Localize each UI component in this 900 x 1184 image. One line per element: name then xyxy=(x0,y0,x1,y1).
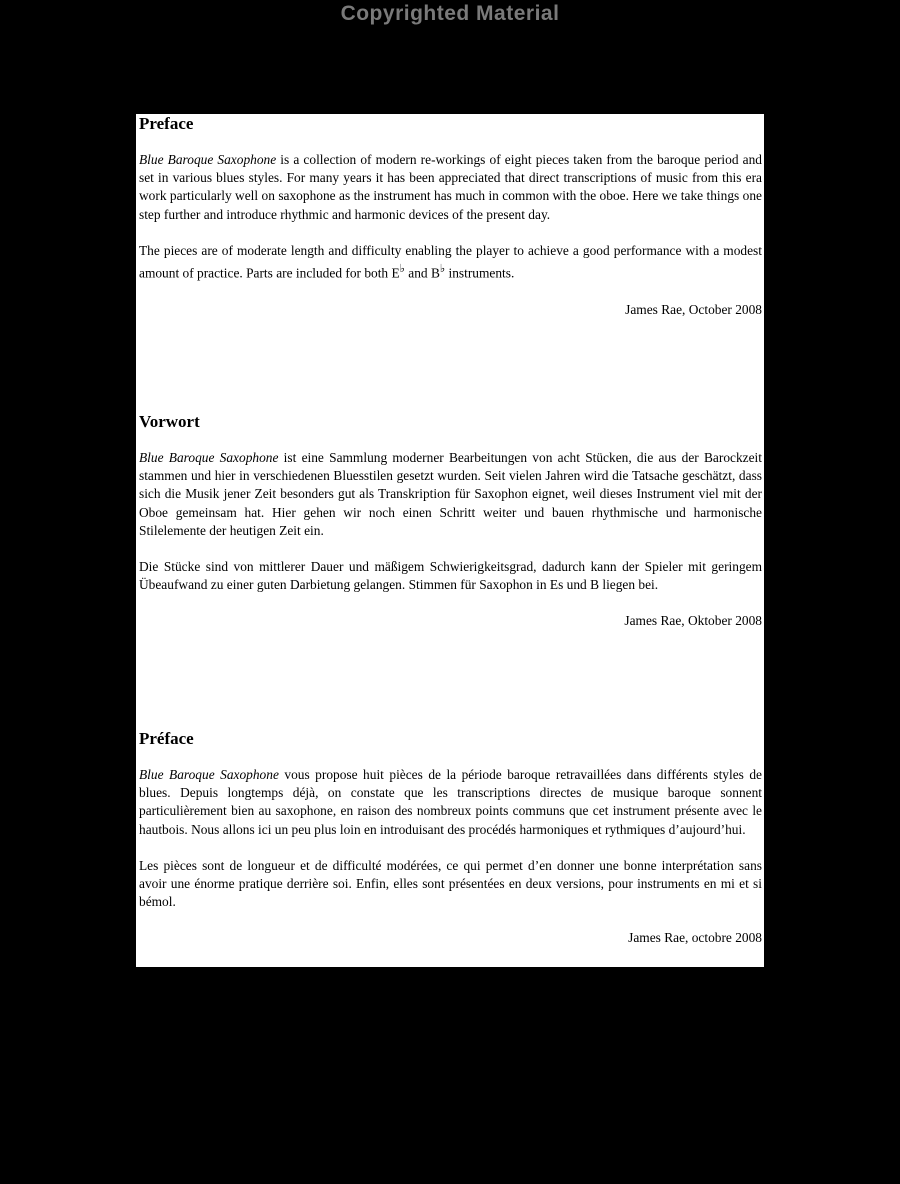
german-book-title: Blue Baroque Saxophone xyxy=(139,450,279,465)
english-book-title: Blue Baroque Saxophone xyxy=(139,152,277,167)
english-paragraph-2-text-b: and B xyxy=(404,265,440,281)
french-paragraph-1-text: vous propose huit pièces de la période baroque retravaillées dans différents styles de blues. Depuis longtemps déjà, on constate que les transcriptions directes de musique baroque sonnent particulièrement bien au saxophone, en raison des nombreux points communs que cet instrument présente avec le hautbois. Nous allons ici un peu plus loin en introduisant des procédés harmoniques et rythmiques d’aujourd’hui. xyxy=(139,767,762,837)
french-paragraph-1 xyxy=(139,766,762,839)
german-paragraph-1-text: ist eine Sammlung moderner Bearbeitungen von acht Stücken, die aus der Barockzeit stammen und hier in verschiedenen Bluesstilen gesetzt wurden. Seit vielen Jahren wird die Tatsache geschätzt, dass sich die Musik jener Zeit besonders gut als Transkription für Saxophon eignet, weil dieses Instrument viel mit der Oboe gemeinsam hat. Hier gehen wir noch einen Schritt weiter und bauen rhythmische und harmonische Stilelemente der heutigen Zeit ein. xyxy=(139,450,762,538)
english-heading: Preface xyxy=(139,114,194,133)
french-paragraph-2: Les pièces sont de longueur et de difficulté modérées, ce qui permet d’en donner une bonne interprétation sans avoir une énorme pratique derrière soi. Enfin, elles sont présentées en deux versions, pour instruments en mi et si bémol. xyxy=(139,857,762,910)
german-signature: James Rae, Oktober 2008 xyxy=(624,613,762,629)
english-paragraph-1 xyxy=(139,151,762,224)
flat-sign-2: ♭ xyxy=(439,263,446,276)
french-signature: James Rae, octobre 2008 xyxy=(628,930,762,946)
english-paragraph-2 xyxy=(139,242,762,283)
french-heading: Préface xyxy=(139,729,194,748)
french-book-title: Blue Baroque Saxophone xyxy=(139,767,279,782)
german-preface-section xyxy=(139,412,762,630)
english-paragraph-2-text-a: The pieces are of moderate length and difficulty enabling the player to achieve a good performance with a modest amount of practice. Parts are included for both E xyxy=(139,242,762,281)
english-signature: James Rae, October 2008 xyxy=(625,301,762,317)
german-paragraph-1 xyxy=(139,449,762,540)
preface-page xyxy=(136,114,764,967)
flat-sign-1: ♭ xyxy=(399,263,405,276)
english-preface-section xyxy=(139,114,762,319)
german-heading: Vorwort xyxy=(139,412,200,431)
english-paragraph-1-text: is a collection of modern re-workings of eight pieces taken from the baroque period and set in various blues styles. For many years it has been appreciated that direct transcriptions of music from this era work particularly well on saxophone as the instrument has much in common with the oboe. Here we take things one step further and introduce rhythmic and harmonic devices of the present day. xyxy=(139,152,762,222)
english-paragraph-2-text-c: instruments. xyxy=(445,265,515,281)
copyright-watermark: Copyrighted Material xyxy=(340,2,560,25)
german-paragraph-2: Die Stücke sind von mittlerer Dauer und mäßigem Schwierigkeitsgrad, dadurch kann der Spieler mit geringem Übeaufwand zu einer guten Darbietung gelangen. Stimmen für Saxophon in Es und B liegen bei. xyxy=(139,559,762,593)
french-preface-section xyxy=(139,729,762,947)
